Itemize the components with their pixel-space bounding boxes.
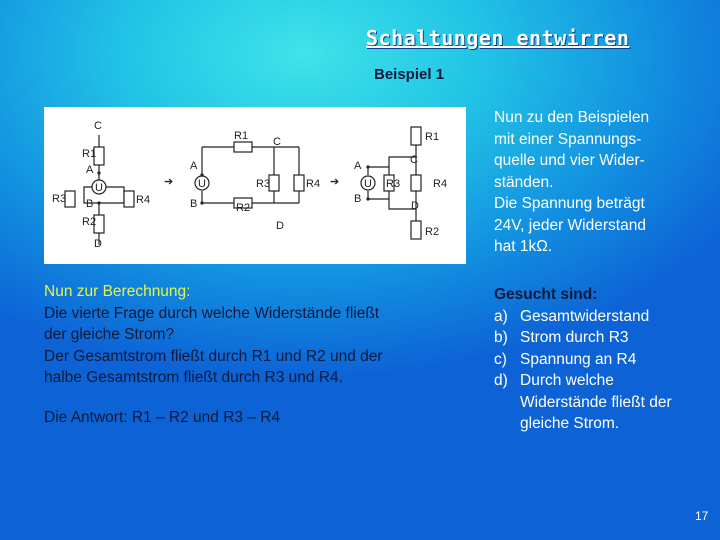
intro-text <box>494 107 704 258</box>
label-d-3: D <box>411 200 419 212</box>
resistor-r4-b <box>294 175 304 191</box>
task-label: b) <box>494 329 508 346</box>
label-r4-1: R4 <box>136 194 151 206</box>
task-text: Spannung an R4 <box>520 350 637 368</box>
intro-line: hat 1kΩ. <box>494 238 553 255</box>
label-r3-1: R3 <box>52 193 67 205</box>
page-number: 17 <box>695 509 709 523</box>
circuit-1 <box>52 120 150 250</box>
task-label: d) <box>494 372 508 389</box>
label-r4-3: R4 <box>433 178 448 190</box>
label-a-2: A <box>190 160 198 172</box>
list-item <box>494 327 704 349</box>
calculation-heading: Nun zur Berechnung: <box>44 283 191 300</box>
task-label: a) <box>494 307 508 325</box>
slide-subtitle: Beispiel 1 <box>374 66 445 83</box>
label-b-1: B <box>86 198 94 210</box>
arrow-1: ➔ <box>164 176 174 188</box>
calculation-line: Die vierte Frage durch welche Widerstände fließt <box>44 304 380 322</box>
label-r2-2: R2 <box>236 202 251 214</box>
label-r3-3: R3 <box>386 178 401 190</box>
intro-line: quelle und vier Wider- <box>494 152 645 169</box>
resistor-r4-a <box>124 191 134 207</box>
label-c-2: C <box>273 136 281 148</box>
resistor-r3-a <box>65 191 75 207</box>
list-item <box>494 349 704 371</box>
calculation-text <box>44 281 464 389</box>
intro-line: 24V, jeder Widerstand <box>494 216 646 234</box>
label-r4-2: R4 <box>306 178 321 190</box>
answer-text: Die Antwort: R1 – R2 und R3 – R4 <box>44 409 281 426</box>
list-item <box>494 370 704 435</box>
circuit-2 <box>190 130 320 232</box>
task-text: Durch welche Widerstände fließt der gleiche Strom. <box>520 372 672 432</box>
label-b-3: B <box>354 193 362 205</box>
label-u-1: U <box>95 182 103 194</box>
resistor-r1-b <box>234 142 252 152</box>
calculation-line: Der Gesamtstrom fließt durch R1 und R2 und der <box>44 347 383 365</box>
label-b-2: B <box>190 198 198 210</box>
label-d-1: D <box>94 238 102 250</box>
intro-line: ständen. <box>494 173 554 191</box>
task-text: Gesamtwiderstand <box>520 307 650 325</box>
task-text: Strom durch R3 <box>520 329 629 346</box>
label-u-3: U <box>364 178 372 190</box>
intro-line: Nun zu den Beispielen <box>494 109 650 126</box>
circuit-diagram <box>44 107 466 264</box>
intro-line: Die Spannung beträgt <box>494 195 645 212</box>
label-r2-1: R2 <box>82 216 97 228</box>
task-heading: Gesucht sind: <box>494 286 598 303</box>
task-list <box>494 284 704 435</box>
label-r1-3: R1 <box>425 131 440 143</box>
label-r1-2: R1 <box>234 130 249 142</box>
slide-title: Schaltungen entwirren <box>366 26 630 50</box>
intro-line: mit einer Spannungs- <box>494 130 642 148</box>
resistor-r1-c <box>411 127 421 145</box>
list-item <box>494 306 704 328</box>
label-u-2: U <box>198 178 206 190</box>
circuit-svg <box>44 107 466 264</box>
label-d-2: D <box>276 220 284 232</box>
calculation-line: halbe Gesamtstrom fließt durch R3 und R4. <box>44 369 343 386</box>
label-c-3: C <box>410 154 418 166</box>
task-label: c) <box>494 350 507 368</box>
label-r2-3: R2 <box>425 226 440 238</box>
label-c-1: C <box>94 120 102 132</box>
circuit-3 <box>354 127 447 239</box>
label-r3-2: R3 <box>256 178 271 190</box>
label-r1-1: R1 <box>82 148 97 160</box>
label-a-1: A <box>86 164 94 176</box>
resistor-r4-c <box>411 175 421 191</box>
arrow-2: ➔ <box>330 176 340 188</box>
resistor-r2-c <box>411 221 421 239</box>
label-a-3: A <box>354 160 362 172</box>
calculation-line: der gleiche Strom? <box>44 326 175 343</box>
resistor-r3-b <box>269 175 279 191</box>
